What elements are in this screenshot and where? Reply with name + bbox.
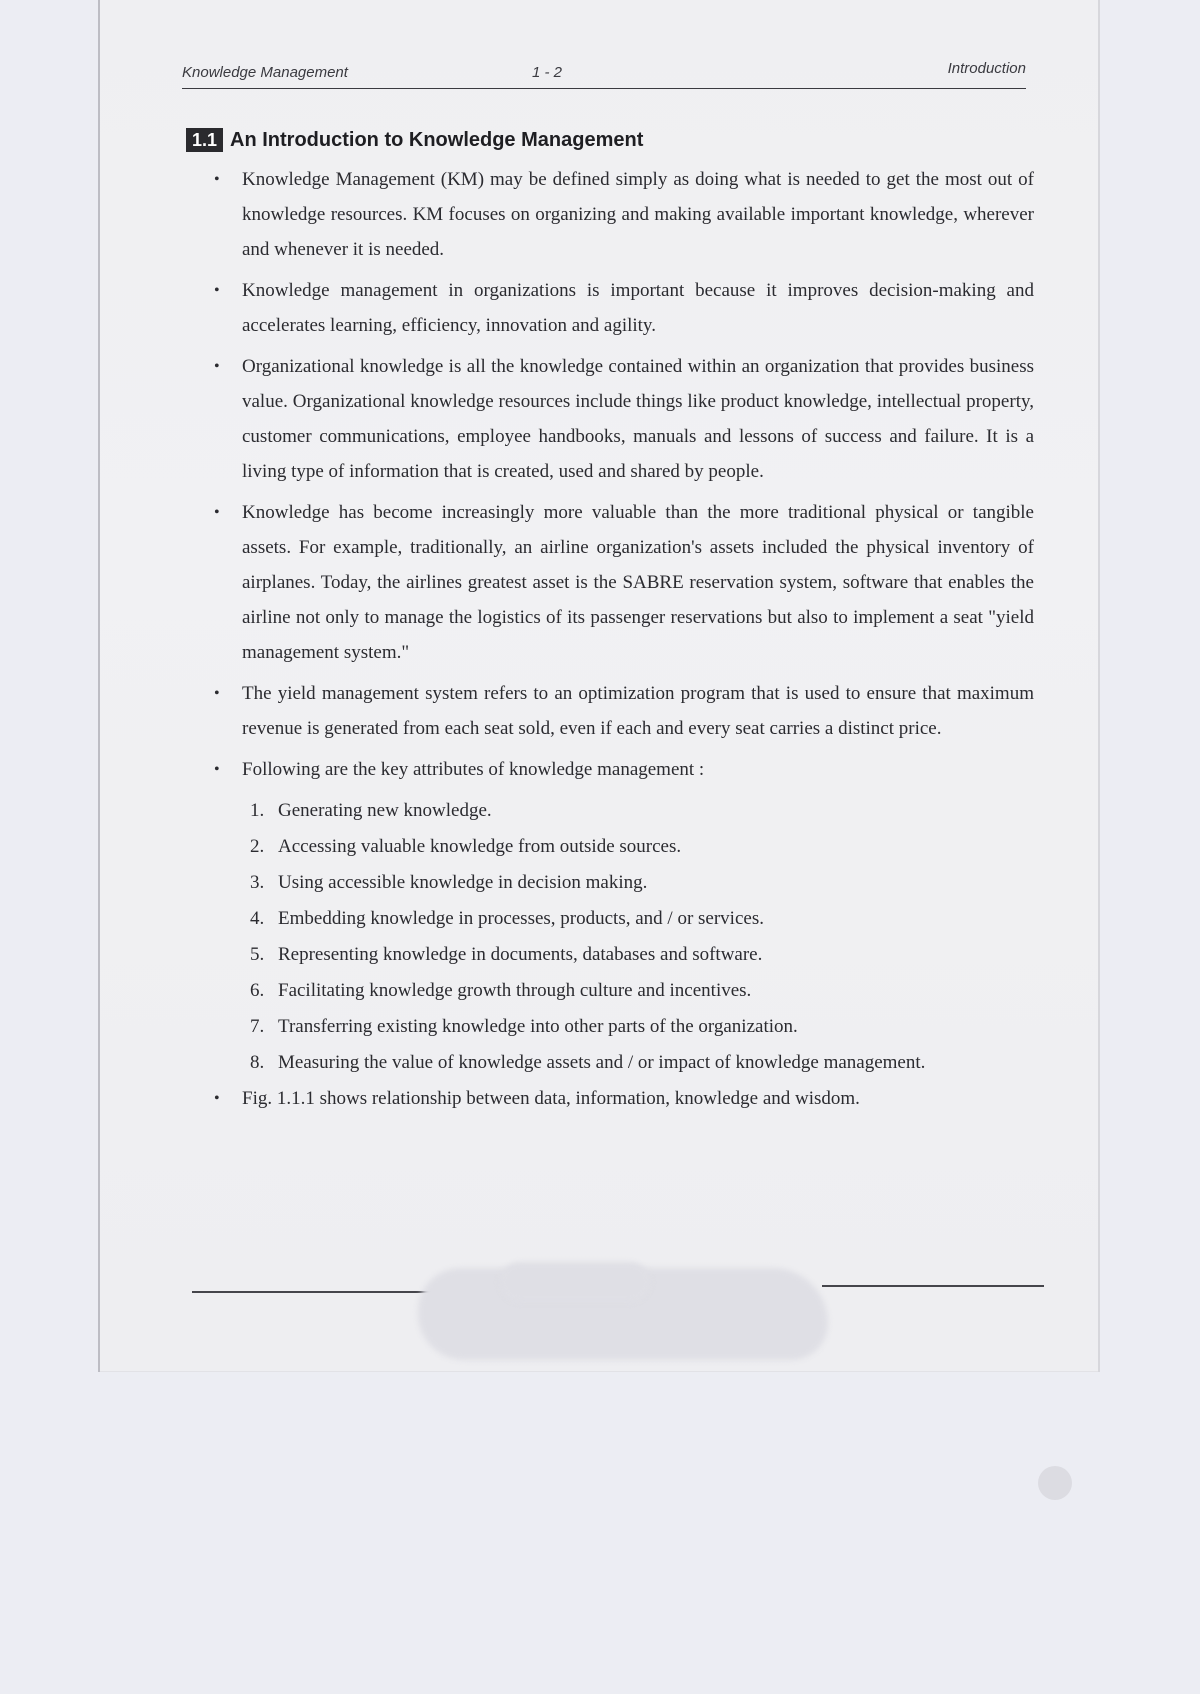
page-edge-shadow (98, 0, 100, 1372)
footer-rule (192, 1291, 432, 1293)
list-item-text: Representing knowledge in documents, databases and software. (278, 944, 763, 965)
section-heading (186, 128, 643, 152)
list-item-text: Transferring existing knowledge into other parts of the organization. (278, 1016, 798, 1037)
list-item-text: Accessing valuable knowledge from outside sources. (278, 836, 682, 857)
header-chapter-title: Introduction (947, 60, 1026, 77)
list-item-number: 1. (250, 800, 265, 821)
bullet-text: Organizational knowledge is all the knowledge contained within an organization that provides business value. Organizational knowledge resources include things like product knowledge, intellectual property, customer communications, employee handbooks, manuals and lessons of success and failure. It is a living type of information that is created, used and shared by people. (242, 356, 1034, 482)
list-item (250, 1009, 1034, 1045)
bullet-text: Following are the key attributes of knowledge management : (242, 759, 705, 780)
list-item-number: 2. (250, 836, 265, 857)
header-page-number: 1 - 2 (532, 64, 563, 81)
header-book-title: Knowledge Management (182, 64, 348, 81)
bullet-item (212, 752, 1034, 787)
bullet-icon: • (214, 504, 220, 521)
bullet-icon: • (214, 761, 220, 778)
list-item (250, 829, 1034, 865)
bullet-icon: • (214, 171, 220, 188)
list-item (250, 937, 1034, 973)
bullet-icon: • (214, 1090, 220, 1107)
bullet-item (212, 273, 1034, 343)
list-item-text: Embedding knowledge in processes, products, and / or services. (278, 908, 764, 929)
bullet-icon: • (214, 358, 220, 375)
list-item (250, 865, 1034, 901)
list-item (250, 901, 1034, 937)
redacted-smudge (500, 1262, 650, 1302)
attributes-list (250, 793, 1034, 1081)
list-item-text: Facilitating knowledge growth through culture and incentives. (278, 980, 752, 1001)
list-item (250, 1045, 1034, 1081)
bullet-item (212, 495, 1034, 670)
list-item-number: 3. (250, 872, 265, 893)
bullet-text: Knowledge management in organizations is important because it improves decision-making and accelerates learning, efficiency, innovation and agility. (242, 280, 1034, 336)
list-item-number: 5. (250, 944, 265, 965)
list-item-text: Using accessible knowledge in decision making. (278, 872, 648, 893)
bullet-text: Fig. 1.1.1 shows relationship between data, information, knowledge and wisdom. (242, 1088, 860, 1109)
bullet-item (212, 676, 1034, 746)
list-item-number: 8. (250, 1052, 265, 1073)
bullet-icon: • (214, 282, 220, 299)
bullet-text: Knowledge has become increasingly more valuable than the more traditional physical or tangible assets. For example, traditionally, an airline organization's assets included the physical inventory of airplanes. Today, the airlines greatest asset is the SABRE reservation system, software that enables the airline not only to manage the logistics of its passenger reservations but also to implement a seat "yield management system." (242, 502, 1034, 663)
bullet-text: The yield management system refers to an optimization program that is used to ensure that maximum revenue is generated from each seat sold, even if each and every seat carries a distinct price. (242, 683, 1034, 739)
list-item-text: Measuring the value of knowledge assets and / or impact of knowledge management. (278, 1052, 926, 1073)
bullet-item (212, 162, 1034, 267)
section-body (212, 162, 1034, 1122)
list-item (250, 793, 1034, 829)
bullet-icon: • (214, 685, 220, 702)
section-number-badge: 1.1 (186, 128, 223, 152)
list-item-number: 4. (250, 908, 265, 929)
list-item-number: 6. (250, 980, 265, 1001)
footer-rule (822, 1285, 1044, 1287)
section-title: An Introduction to Knowledge Management (230, 128, 644, 151)
list-item-text: Generating new knowledge. (278, 800, 492, 821)
bullet-item (212, 1081, 1034, 1116)
list-item (250, 973, 1034, 1009)
list-item-number: 7. (250, 1016, 265, 1037)
bullet-item (212, 349, 1034, 489)
scan-artifact (1038, 1466, 1072, 1500)
running-header (182, 62, 1026, 89)
bullet-text: Knowledge Management (KM) may be defined simply as doing what is needed to get the most out of knowledge resources. KM focuses on organizing and making available important knowledge, wherever and whenever it is needed. (242, 169, 1034, 260)
